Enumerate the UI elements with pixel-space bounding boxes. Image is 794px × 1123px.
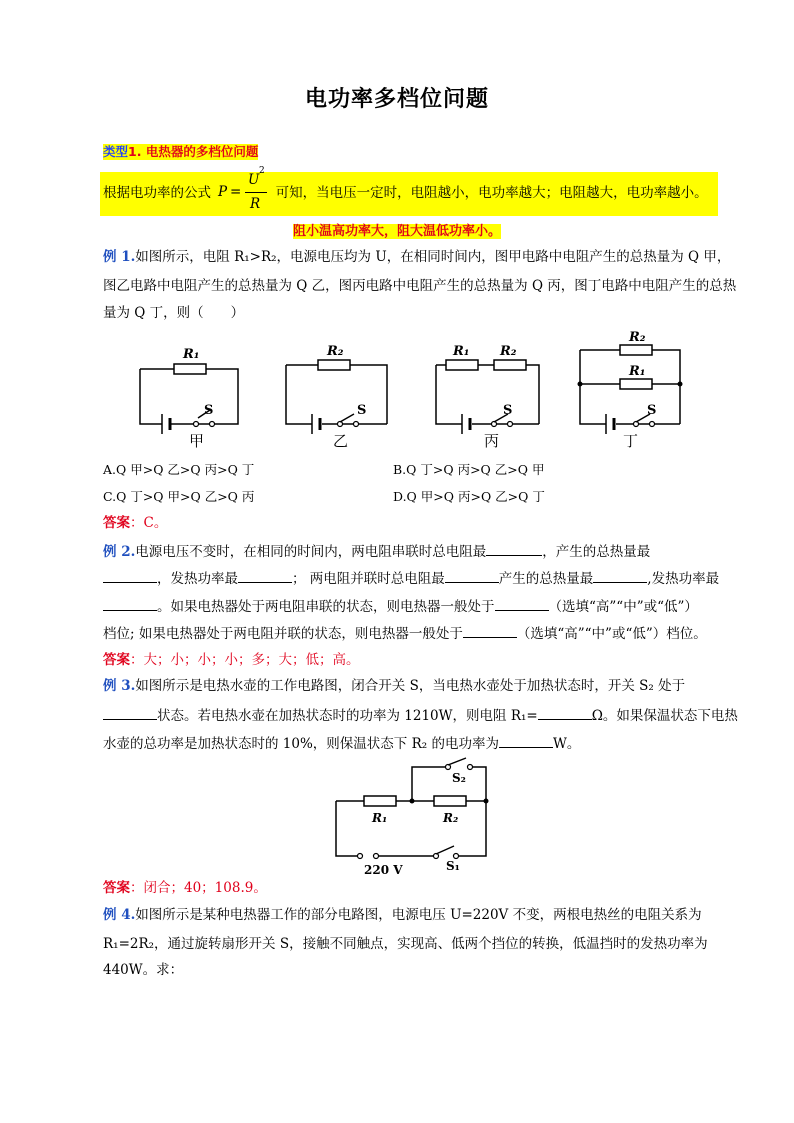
ex2-line2: ，发热功率最 ； 两电阻并联时总电阻最 产生的总热量最 ,发热功率最: [103, 568, 719, 589]
page-title: 电功率多档位问题: [304, 87, 489, 112]
type-label-main: 1. 电热器的多档位问题: [128, 144, 259, 159]
bing-r2-label: R₂: [500, 344, 517, 359]
formula-eq: =: [230, 184, 242, 200]
ex2-answer: 答案：大；小；小；小；多；大；低；高。: [103, 652, 360, 668]
jia-s-label: S: [204, 403, 214, 418]
ex4-line2: R₁=2R₂，通过旋转扇形开关 S，接触不同触点，实现高、低两个挡位的转换，低温挡时的发热功率为: [103, 936, 708, 952]
type-label-prefix: 类型: [103, 144, 129, 159]
ex3-blank-2[interactable]: [538, 705, 592, 720]
caption-bing: 丙: [484, 432, 500, 450]
yi-r2-label: R₂: [327, 344, 344, 359]
ex1-line2: 图乙电路中电阻产生的总热量为 Q 乙，图丙电路中电阻产生的总热量为 Q 丙，图丁电路中电阻产生的总热: [103, 278, 737, 294]
ex3-s2-label: S₂: [452, 771, 466, 785]
ex2-blank-4[interactable]: [445, 568, 499, 583]
ex2-line3: 。如果电热器处于两电阻串联的状态，则电热器一般处于 （选填“高”“中”或“低”）: [103, 596, 698, 617]
formula-sup: 2: [259, 166, 265, 176]
circuit-jia: [140, 364, 238, 434]
ex2-blank-3[interactable]: [238, 568, 292, 583]
yi-s-label: S: [357, 403, 367, 418]
ex1-line1: 例 1.如图所示，电阻 R₁>R₂，电源电压均为 U，在相同时间内，图甲电路中电阻产生的总热量为 Q 甲，: [103, 249, 731, 265]
ex2-line1: 例 2.电源电压不变时，在相同的时间内，两电阻串联时总电阻最 ，产生的总热量最: [103, 541, 650, 562]
formula-denominator: R: [250, 196, 261, 212]
ex3-line3: 水壶的总功率是加热状态时的 10%，则保温状态下 R₂ 的电功率为 W。: [103, 733, 580, 754]
caption-yi: 乙: [333, 432, 349, 450]
jia-r1-label: R₁: [183, 347, 200, 362]
ex3-s1-label: S₁: [446, 859, 460, 873]
rule-suffix: 可知，当电压一定时，电阻越小，电功率越大；电阻越大，电功率越小。: [275, 185, 708, 201]
ding-r2-label: R₂: [629, 330, 646, 345]
ex2-blank-2[interactable]: [103, 568, 157, 583]
ex1-option-d: D.Q 甲>Q 丙>Q 乙>Q 丁: [393, 489, 545, 504]
bing-s-label: S: [503, 403, 513, 418]
ex2-blank-6[interactable]: [103, 596, 157, 611]
ex4-line3: 440W。求：: [103, 962, 184, 978]
circuit-yi: [286, 360, 387, 434]
ding-s-label: S: [647, 403, 657, 418]
caption-jia: 甲: [189, 432, 205, 450]
ex2-blank-5[interactable]: [593, 568, 647, 583]
ex3-answer: 答案：闭合；40；108.9。: [103, 880, 267, 896]
ex3-blank-3[interactable]: [499, 733, 553, 748]
ex4-line1: 例 4.如图所示是某种电热器工作的部分电路图，电源电压 U=220V 不变，两根电热丝的电阻关系为: [103, 907, 702, 923]
rule-prefix: 根据电功率的公式: [103, 185, 211, 201]
formula-p: P: [218, 184, 228, 200]
bing-r1-label: R₁: [453, 344, 470, 359]
ex1-option-c: C.Q 丁>Q 甲>Q 乙>Q 丙: [103, 489, 255, 504]
circuit-bing: [436, 360, 539, 434]
ex3-line1: 例 3.如图所示是电热水壶的工作电路图，闭合开关 S，当电热水壶处于加热状态时，开关 S₂ 处于: [103, 678, 686, 694]
ex3-voltage-label: 220 V: [364, 863, 403, 877]
ex1-line3: 量为 Q 丁，则（ ）: [103, 305, 245, 321]
ding-r1-label: R₁: [629, 364, 646, 379]
formula-numerator: U: [248, 172, 260, 188]
caption-ding: 丁: [623, 432, 639, 450]
ex2-blank-8[interactable]: [463, 623, 517, 638]
ex2-line4: 档位; 如果电热器处于两电阻并联的状态，则电热器一般处于 （选填“高”“中”或“低”）档位。: [103, 623, 707, 644]
ex1-answer: 答案：C。: [103, 515, 168, 531]
ex3-r1-label: R₁: [372, 811, 388, 825]
ex3-r2-label: R₂: [443, 811, 459, 825]
rule-note: 阻小温高功率大，阻大温低功率小。: [292, 224, 501, 239]
ex3-line2: 状态。若电热水壶在加热状态时的功率为 1210W，则电阻 R₁= Ω。如果保温状态下电热: [103, 705, 738, 726]
ex1-option-b: B.Q 丁>Q 丙>Q 乙>Q 甲: [393, 462, 545, 477]
ex3-blank-1[interactable]: [103, 705, 157, 720]
ex2-blank-7[interactable]: [495, 596, 549, 611]
ex2-blank-1[interactable]: [486, 541, 542, 556]
circuit-ding: [580, 345, 680, 434]
ex1-option-a: A.Q 甲>Q 乙>Q 丙>Q 丁: [103, 462, 255, 477]
